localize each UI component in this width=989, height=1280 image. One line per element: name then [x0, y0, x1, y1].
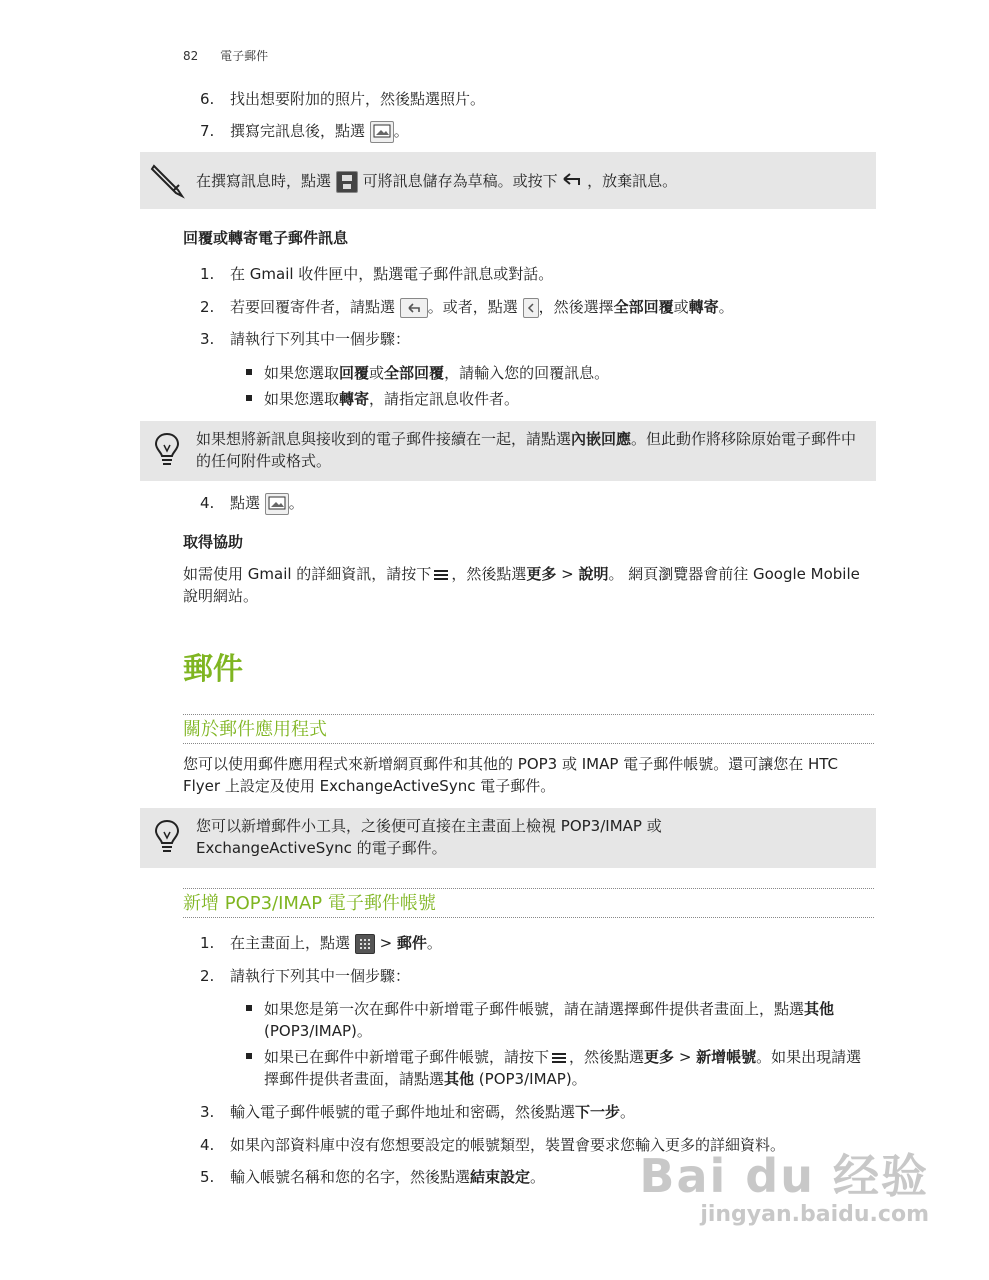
reply-step-3: 3. 請執行下列其中一個步驟： [200, 330, 411, 348]
menu-icon [549, 1050, 569, 1066]
menu-icon [431, 567, 451, 583]
add-step-2: 2. 請執行下列其中一個步驟： [200, 967, 411, 985]
pencil-icon [148, 160, 188, 206]
reply-icon [400, 298, 428, 318]
add-step-1: 1. 在主畫面上，點選 > 郵件。 [200, 934, 442, 952]
step-7: 7. 撰寫完訊息後，點選 。 [200, 120, 880, 143]
about-paragraph: 您可以使用郵件應用程式來新增網頁郵件和其他的 POP3 或 IMAP 電子郵件帳號。還可讓您在 HTC Flyer 上設定及使用 ExchangeActiveSync 電子郵件。 [183, 755, 838, 795]
page-header [183, 45, 268, 67]
reply-bullet-1: 如果您選取回覆或全部回覆，請輸入您的回覆訊息。 [246, 362, 876, 384]
add-step-4: 4. 如果內部資料庫中沒有您想要設定的帳號類型，裝置會要求您輸入更多的詳細資料。 [200, 1136, 786, 1154]
help-paragraph: 如需使用 Gmail 的詳細資訊，請按下 ，然後點選更多 > 說明。 網頁瀏覽器會前往 Google Mobile 說明網站。 [183, 565, 860, 605]
add-step-5: 5. 輸入帳號名稱和您的名字，然後點選結束設定。 [200, 1168, 546, 1186]
more-options-icon [523, 298, 539, 318]
send-button-icon [370, 121, 394, 143]
page-number: 82 [183, 49, 199, 63]
reply-step-4: 4. 點選 。 [200, 492, 880, 515]
about-heading: 關於郵件應用程式 [183, 714, 874, 744]
reply-bullet-2: 如果您選取轉寄，請指定訊息收件者。 [246, 388, 876, 410]
add-bullet-1: 如果您是第一次在郵件中新增電子郵件帳號，請在請選擇郵件提供者畫面上，點選其他 (POP3/IMAP)。 [246, 998, 876, 1042]
reply-step-2: 2. 若要回覆寄件者，請點選 。或者，點選 ，然後選擇全部回覆或轉寄。 [200, 298, 734, 316]
chapter-title: 郵件 [183, 652, 243, 687]
add-bullet-2: 如果已在郵件中新增電子郵件帳號，請按下 ，然後點選更多 > 新增帳號。如果出現請選擇郵件提供者畫面，請點選其他 (POP3/IMAP)。 [246, 1046, 876, 1090]
add-account-heading: 新增 POP3/IMAP 電子郵件帳號 [183, 888, 874, 918]
reply-heading: 回覆或轉寄電子郵件訊息 [183, 229, 349, 247]
add-step-3: 3. 輸入電子郵件帳號的電子郵件地址和密碼，然後點選下一步。 [200, 1103, 636, 1121]
help-heading: 取得協助 [183, 533, 244, 551]
back-arrow-icon [562, 172, 587, 190]
tip-box: 如果想將新訊息與接收到的電子郵件接續在一起，請點選內嵌回應。但此動作將移除原始電子郵件中的任何附件或格式。 [140, 421, 876, 481]
save-draft-icon [336, 171, 358, 193]
all-apps-icon [355, 934, 375, 954]
running-title: 電子郵件 [220, 49, 269, 63]
tip-box: 您可以新增郵件小工具，之後便可直接在主畫面上檢視 POP3/IMAP 或 ExchangeActiveSync 的電子郵件。 [140, 808, 876, 868]
send-button-icon [265, 493, 289, 515]
note-box: 在撰寫訊息時，點選 可將訊息儲存為草稿。或按下 ，放棄訊息。 [140, 152, 876, 209]
reply-step-1: 1. 在 Gmail 收件匣中，點選電子郵件訊息或對話。 [200, 265, 554, 283]
baidu-watermark: Bai du 经验 jingyan.baidu.com [639, 1149, 929, 1227]
step-6: 6. 找出想要附加的照片，然後點選照片。 [200, 90, 486, 108]
lightbulb-icon [152, 431, 182, 475]
lightbulb-icon [152, 818, 182, 862]
